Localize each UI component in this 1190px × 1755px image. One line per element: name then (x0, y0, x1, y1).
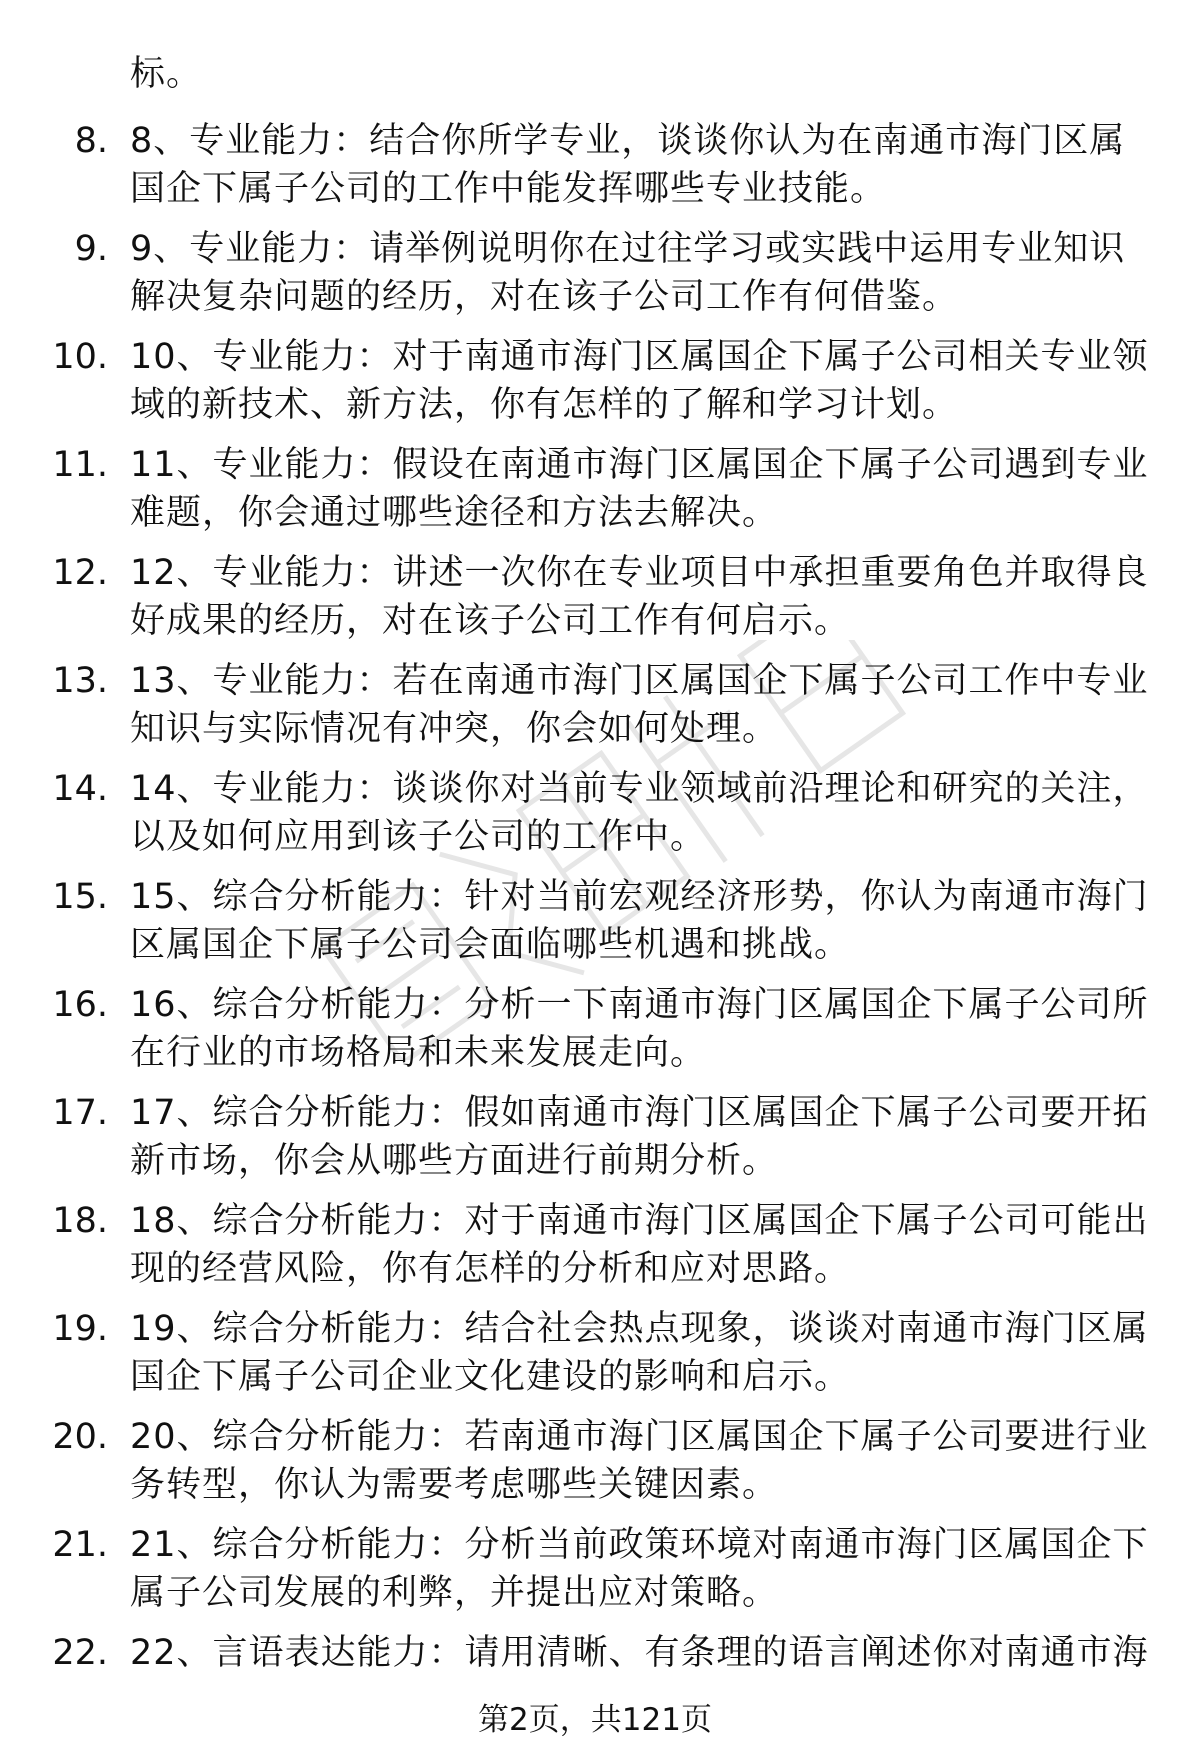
item-number: 12. (52, 553, 108, 593)
item-text: 8、专业能力：结合你所学专业，谈谈你认为在南通市海门区属国企下属子公司的工作中能发挥哪些专业技能。 (130, 121, 1126, 209)
item-number: 20. (52, 1417, 108, 1457)
item-number: 19. (52, 1309, 108, 1349)
list-item (0, 117, 1190, 225)
item-number: 8. (74, 121, 108, 161)
list-item (0, 1089, 1190, 1197)
item-text: 15、综合分析能力：针对当前宏观经济形势，你认为南通市海门区属国企下属子公司会面临哪些机遇和挑战。 (130, 877, 1149, 965)
list-item (0, 549, 1190, 657)
item-text: 9、专业能力：请举例说明你在过往学习或实践中运用专业知识解决复杂问题的经历，对在该子公司工作有何借鉴。 (130, 229, 1126, 317)
item-text: 17、综合分析能力：假如南通市海门区属国企下属子公司要开拓新市场，你会从哪些方面进行前期分析。 (130, 1093, 1149, 1181)
page-footer: 第2页，共121页 (478, 1702, 712, 1738)
item-text: 11、专业能力：假设在南通市海门区属国企下属子公司遇到专业难题，你会通过哪些途径和方法去解决。 (130, 445, 1149, 533)
item-number: 9. (74, 229, 108, 269)
list-item (0, 981, 1190, 1089)
item-text: 12、专业能力：讲述一次你在专业项目中承担重要角色并取得良好成果的经历，对在该子公司工作有何启示。 (130, 553, 1149, 641)
item-number: 22. (52, 1633, 108, 1673)
list-item (0, 1521, 1190, 1629)
item-number: 15. (52, 877, 108, 917)
item-text: 10、专业能力：对于南通市海门区属国企下属子公司相关专业领域的新技术、新方法，你有怎样的了解和学习计划。 (130, 337, 1149, 425)
item-number: 10. (52, 337, 108, 377)
list-item (0, 1413, 1190, 1521)
item-text: 16、综合分析能力：分析一下南通市海门区属国企下属子公司所在行业的市场格局和未来发展走向。 (130, 985, 1149, 1073)
continuation-text: 标。 (130, 54, 203, 94)
list-item (0, 657, 1190, 765)
item-text: 18、综合分析能力：对于南通市海门区属国企下属子公司可能出现的经营风险，你有怎样的分析和应对思路。 (130, 1201, 1149, 1289)
item-number: 14. (52, 769, 108, 809)
item-number: 21. (52, 1525, 108, 1565)
list-item (0, 1197, 1190, 1305)
item-text: 19、综合分析能力：结合社会热点现象，谈谈对南通市海门区属国企下属子公司企业文化建设的影响和启示。 (130, 1309, 1149, 1397)
item-text: 20、综合分析能力：若南通市海门区属国企下属子公司要进行业务转型，你认为需要考虑哪些关键因素。 (130, 1417, 1149, 1505)
item-text: 22、言语表达能力：请用清晰、有条理的语言阐述你对南通市海 (130, 1633, 1149, 1673)
list-item (0, 765, 1190, 873)
list-item (0, 873, 1190, 981)
item-number: 17. (52, 1093, 108, 1133)
list-item (0, 441, 1190, 549)
item-number: 13. (52, 661, 108, 701)
question-list (0, 117, 1190, 1737)
item-number: 11. (52, 445, 108, 485)
item-text: 21、综合分析能力：分析当前政策环境对南通市海门区属国企下属子公司发展的利弊，并提出应对策略。 (130, 1525, 1149, 1613)
item-number: 16. (52, 985, 108, 1025)
list-item (0, 225, 1190, 333)
item-text: 13、专业能力：若在南通市海门区属国企下属子公司工作中专业知识与实际情况有冲突，你会如何处理。 (130, 661, 1149, 749)
item-number: 18. (52, 1201, 108, 1241)
list-item (0, 1305, 1190, 1413)
list-item (0, 333, 1190, 441)
item-text: 14、专业能力：谈谈你对当前专业领域前沿理论和研究的关注，以及如何应用到该子公司的工作中。 (130, 769, 1149, 857)
